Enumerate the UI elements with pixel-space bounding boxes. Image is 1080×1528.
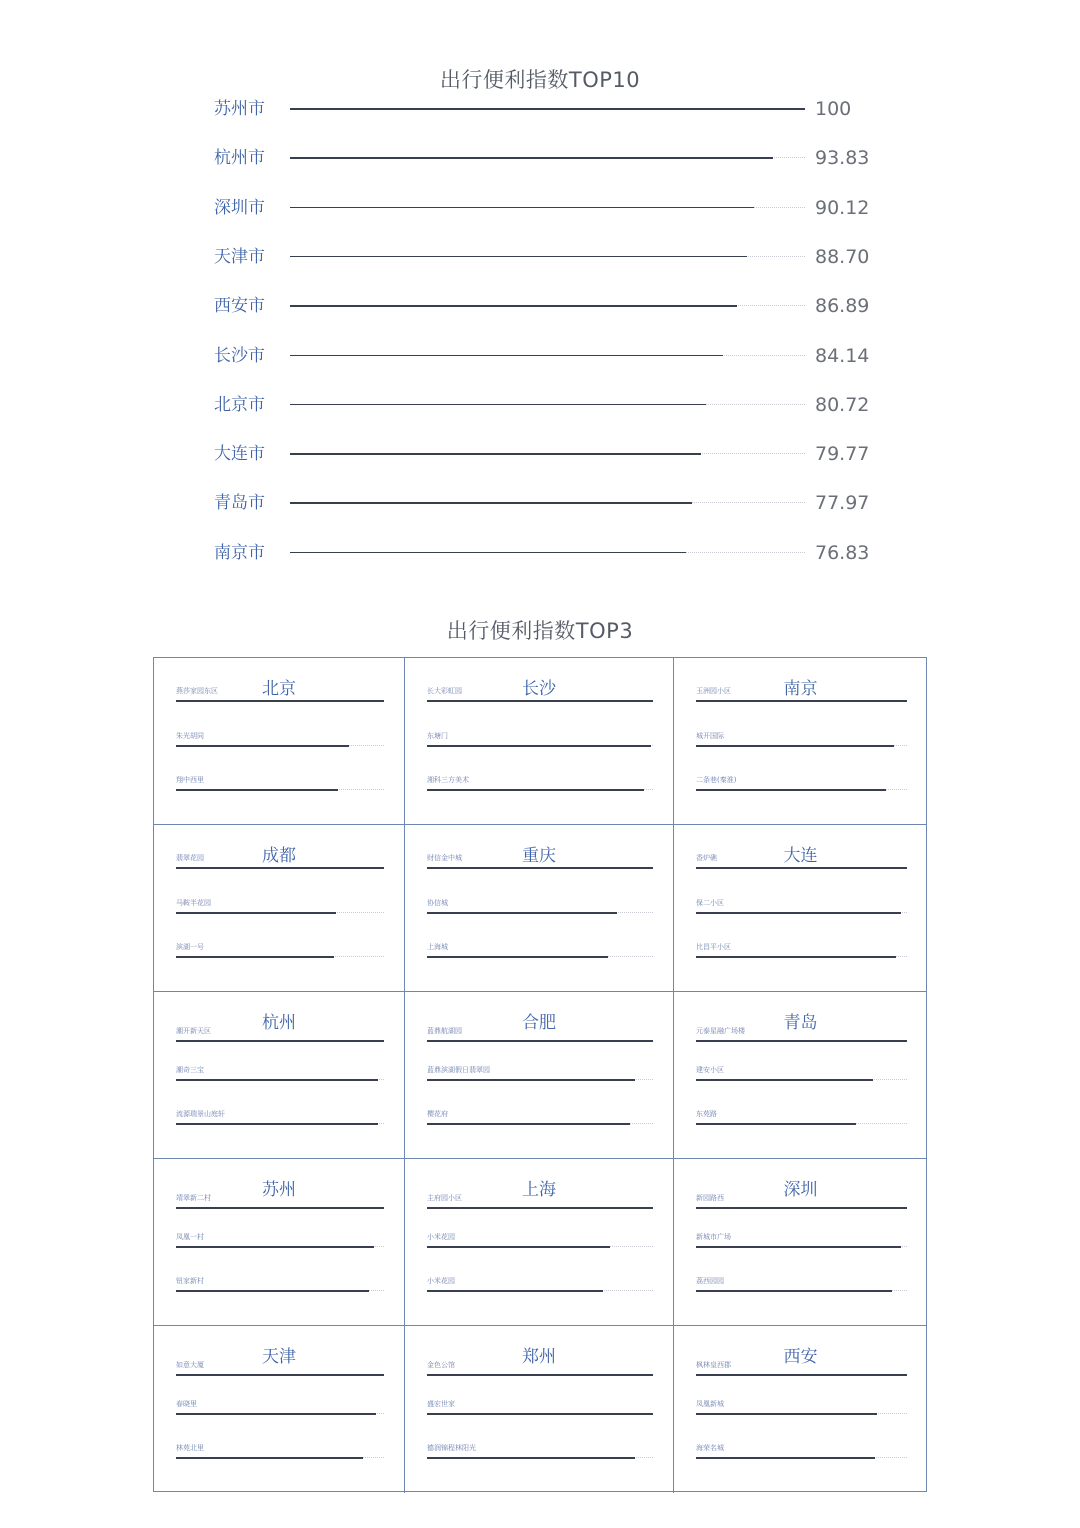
community-label: 滨湖一号 <box>176 943 204 951</box>
community-item <box>696 853 907 873</box>
bar-fill <box>427 700 653 702</box>
community-label: 马鞍半花园 <box>176 899 211 907</box>
bar-fill <box>696 1290 892 1292</box>
bar-fill <box>176 1079 378 1081</box>
bar-fill <box>427 1040 653 1042</box>
bar-fill <box>696 1246 901 1248</box>
community-label: 新园路西 <box>696 1194 724 1202</box>
community-item <box>176 1232 384 1252</box>
bar-fill <box>176 912 336 914</box>
community-label: 主府园小区 <box>427 1194 462 1202</box>
value-label: 79.77 <box>815 443 870 466</box>
bar-fill <box>176 789 338 791</box>
bar-fill <box>290 305 737 307</box>
community-label: 春晓里 <box>176 1400 197 1408</box>
community-label: 潮奇三宝 <box>176 1066 204 1074</box>
bar-fill <box>427 956 608 958</box>
community-item <box>176 1360 384 1380</box>
community-label: 林苑北里 <box>176 1444 204 1452</box>
community-label: 燕莎家园东区 <box>176 687 218 695</box>
bar-fill <box>290 404 706 406</box>
panel-city-title: 郑州 <box>522 1347 556 1367</box>
city-panel <box>154 825 405 992</box>
community-item <box>696 1109 907 1129</box>
top10-row <box>0 442 1080 466</box>
panel-city-title: 杭州 <box>262 1013 296 1033</box>
bar-fill <box>696 1374 907 1376</box>
community-item <box>176 942 384 962</box>
community-item <box>696 1399 907 1419</box>
bar-fill <box>696 912 901 914</box>
bar-fill <box>427 1079 635 1081</box>
top10-row <box>0 146 1080 170</box>
city-panel <box>154 1326 405 1493</box>
bar-fill <box>696 1079 873 1081</box>
community-item <box>696 1443 907 1463</box>
bar-fill <box>176 1123 378 1125</box>
community-label: 比昌平小区 <box>696 943 731 951</box>
community-item <box>696 1276 907 1296</box>
city-panel <box>674 658 927 825</box>
city-panel <box>154 658 405 825</box>
community-label: 保二小区 <box>696 899 724 907</box>
community-label: 凤凰一村 <box>176 1233 204 1241</box>
community-label: 元泰星融广场楼 <box>696 1027 745 1035</box>
bar-fill <box>290 552 686 554</box>
bar-fill <box>696 1123 856 1125</box>
city-label: 苏州市 <box>214 99 265 119</box>
community-label: 凤凰新城 <box>696 1400 724 1408</box>
top10-row <box>0 541 1080 565</box>
community-item <box>427 731 653 751</box>
community-label: 靖翠新二村 <box>176 1194 211 1202</box>
bar-fill <box>176 1457 363 1459</box>
bar-fill <box>176 1040 384 1042</box>
city-label: 大连市 <box>214 444 265 465</box>
panel-city-title: 大连 <box>783 846 818 866</box>
community-label: 蓝鼎航湖园 <box>427 1027 462 1035</box>
top3-chart-title: 出行便利指数TOP3 <box>446 619 634 643</box>
city-panel <box>405 658 674 825</box>
city-label: 南京市 <box>214 542 265 563</box>
bar-fill <box>290 502 692 504</box>
value-label: 93.83 <box>815 147 870 170</box>
panel-city-title: 天津 <box>262 1347 296 1367</box>
bar-fill <box>696 956 896 958</box>
community-label: 荔西园园 <box>696 1277 724 1285</box>
community-item <box>176 686 384 706</box>
bar-fill <box>290 256 747 258</box>
community-label: 二条巷(秦淮) <box>696 776 737 784</box>
city-label: 北京市 <box>214 394 265 415</box>
community-label: 潮开新天区 <box>176 1027 211 1035</box>
community-label: 枫林皇西郡 <box>696 1361 731 1369</box>
community-item <box>427 1065 653 1085</box>
community-item <box>427 1232 653 1252</box>
community-label: 建安小区 <box>696 1066 724 1074</box>
community-item <box>427 1026 653 1046</box>
bar-fill <box>696 1040 907 1042</box>
community-label: 湘科三方美术 <box>427 776 469 784</box>
city-panel <box>674 1159 927 1326</box>
bar-fill <box>427 1413 653 1415</box>
community-label: 小米花园 <box>427 1277 455 1285</box>
city-panel <box>674 825 927 992</box>
bar-fill <box>427 1207 653 1209</box>
city-panel <box>154 1159 405 1326</box>
bar-fill <box>427 1374 653 1376</box>
bar-fill <box>176 1207 384 1209</box>
value-label: 84.14 <box>815 344 870 367</box>
top10-chart-title: 出行便利指数TOP10 <box>439 68 641 92</box>
community-item <box>427 853 653 873</box>
bar-fill <box>176 745 349 747</box>
community-label: 朱光胡同 <box>176 732 204 740</box>
bar-fill <box>696 700 907 702</box>
top10-row <box>0 491 1080 515</box>
community-label: 流源瑞景山庭轩 <box>176 1110 225 1118</box>
bar-fill <box>696 789 886 791</box>
value-label: 86.89 <box>815 295 870 318</box>
community-label: 翔中西里 <box>176 776 204 784</box>
community-item <box>427 898 653 918</box>
community-item <box>427 1443 653 1463</box>
community-item <box>427 1399 653 1419</box>
bar-fill <box>427 1123 630 1125</box>
community-item <box>176 1276 384 1296</box>
top10-row <box>0 196 1080 220</box>
community-label: 金色公馆 <box>427 1361 455 1369</box>
bar-fill <box>176 1290 369 1292</box>
community-label: 钮家新村 <box>176 1277 204 1285</box>
city-label: 青岛市 <box>214 493 265 514</box>
value-label: 88.70 <box>815 245 870 268</box>
community-item <box>176 853 384 873</box>
community-item <box>696 942 907 962</box>
bar-fill <box>176 867 384 869</box>
community-item <box>696 1360 907 1380</box>
bar-fill <box>696 745 894 747</box>
bar-fill <box>176 1413 376 1415</box>
top10-row <box>0 97 1080 121</box>
community-item <box>176 775 384 795</box>
city-panel <box>154 992 405 1159</box>
community-label: 蓝鼎滨湖假日翡翠园 <box>427 1066 490 1074</box>
bar-fill <box>290 453 701 455</box>
panel-city-title: 南京 <box>783 679 818 699</box>
panel-city-title: 长沙 <box>522 679 556 699</box>
bar-fill <box>290 207 754 209</box>
city-label: 深圳市 <box>214 197 265 218</box>
community-item <box>176 1026 384 1046</box>
community-label: 上海城 <box>427 943 448 951</box>
value-label: 100 <box>815 98 852 120</box>
panel-city-title: 西安 <box>783 1347 818 1367</box>
panel-city-title: 重庆 <box>522 846 556 866</box>
bar-fill <box>176 1374 384 1376</box>
community-item <box>696 775 907 795</box>
community-label: 海荣名城 <box>696 1444 724 1452</box>
bar-fill <box>696 1413 877 1415</box>
community-item <box>176 1065 384 1085</box>
community-label: 翡翠花园 <box>176 854 204 862</box>
value-label: 90.12 <box>815 196 870 219</box>
community-label: 东塘门 <box>427 732 448 740</box>
city-panel <box>405 1159 674 1326</box>
community-item <box>696 1232 907 1252</box>
bar-fill <box>427 789 644 791</box>
community-label: 如意大厦 <box>176 1361 204 1369</box>
city-panel <box>405 992 674 1159</box>
community-item <box>427 1276 653 1296</box>
bar-fill <box>696 1207 907 1209</box>
panel-city-title: 上海 <box>522 1180 556 1200</box>
value-label: 80.72 <box>815 393 870 416</box>
bar-fill <box>176 1246 374 1248</box>
top10-row <box>0 393 1080 417</box>
panel-city-title: 苏州 <box>262 1180 296 1200</box>
bar-fill <box>696 867 907 869</box>
city-panel <box>674 992 927 1159</box>
top10-row <box>0 344 1080 368</box>
city-label: 天津市 <box>214 246 265 267</box>
community-label: 樱花府 <box>427 1110 448 1118</box>
bar-fill <box>427 1290 603 1292</box>
bar-fill <box>176 956 334 958</box>
community-label: 盛宏世家 <box>427 1400 455 1408</box>
city-panel <box>405 825 674 992</box>
community-item <box>427 942 653 962</box>
panel-city-title: 青岛 <box>783 1013 818 1033</box>
city-label: 杭州市 <box>214 148 265 169</box>
bar-fill <box>290 157 773 159</box>
community-label: 长大彩虹园 <box>427 687 462 695</box>
community-item <box>696 731 907 751</box>
community-item <box>427 1193 653 1213</box>
community-label: 东苑路 <box>696 1110 717 1118</box>
community-item <box>176 1443 384 1463</box>
community-item <box>176 1193 384 1213</box>
panel-city-title: 深圳 <box>783 1180 818 1200</box>
community-label: 财信金中城 <box>427 854 462 862</box>
city-panel <box>405 1326 674 1493</box>
community-item <box>427 1109 653 1129</box>
community-item <box>696 898 907 918</box>
bar-fill <box>290 108 805 110</box>
community-item <box>176 1109 384 1129</box>
bar-fill <box>427 912 617 914</box>
community-item <box>427 1360 653 1380</box>
top3-panel-grid <box>153 657 927 1492</box>
community-label: 城开国际 <box>696 732 724 740</box>
community-item <box>176 1399 384 1419</box>
community-item <box>696 1026 907 1046</box>
community-label: 新城市广场 <box>696 1233 731 1241</box>
community-item <box>427 686 653 706</box>
bar-fill <box>696 1457 875 1459</box>
community-label: 香炉礁 <box>696 854 717 862</box>
bar-fill <box>290 355 723 357</box>
community-item <box>176 731 384 751</box>
community-label: 小米花园 <box>427 1233 455 1241</box>
city-label: 长沙市 <box>214 345 265 366</box>
community-label: 德润锦程林阳光 <box>427 1444 476 1452</box>
community-item <box>176 898 384 918</box>
community-item <box>696 686 907 706</box>
city-panel <box>674 1326 927 1493</box>
value-label: 76.83 <box>815 541 870 564</box>
top10-row <box>0 245 1080 269</box>
community-item <box>696 1065 907 1085</box>
bar-fill <box>427 1457 635 1459</box>
bar-fill <box>427 867 653 869</box>
bar-fill <box>427 745 651 747</box>
bar-fill <box>176 700 384 702</box>
panel-city-title: 北京 <box>262 679 296 699</box>
top10-row <box>0 294 1080 318</box>
community-label: 玉洲园小区 <box>696 687 731 695</box>
bar-fill <box>427 1246 610 1248</box>
value-label: 77.97 <box>815 492 870 515</box>
community-item <box>696 1193 907 1213</box>
panel-city-title: 合肥 <box>522 1013 556 1033</box>
panel-city-title: 成都 <box>262 846 296 866</box>
community-label: 协信城 <box>427 899 448 907</box>
community-item <box>427 775 653 795</box>
city-label: 西安市 <box>214 296 265 317</box>
